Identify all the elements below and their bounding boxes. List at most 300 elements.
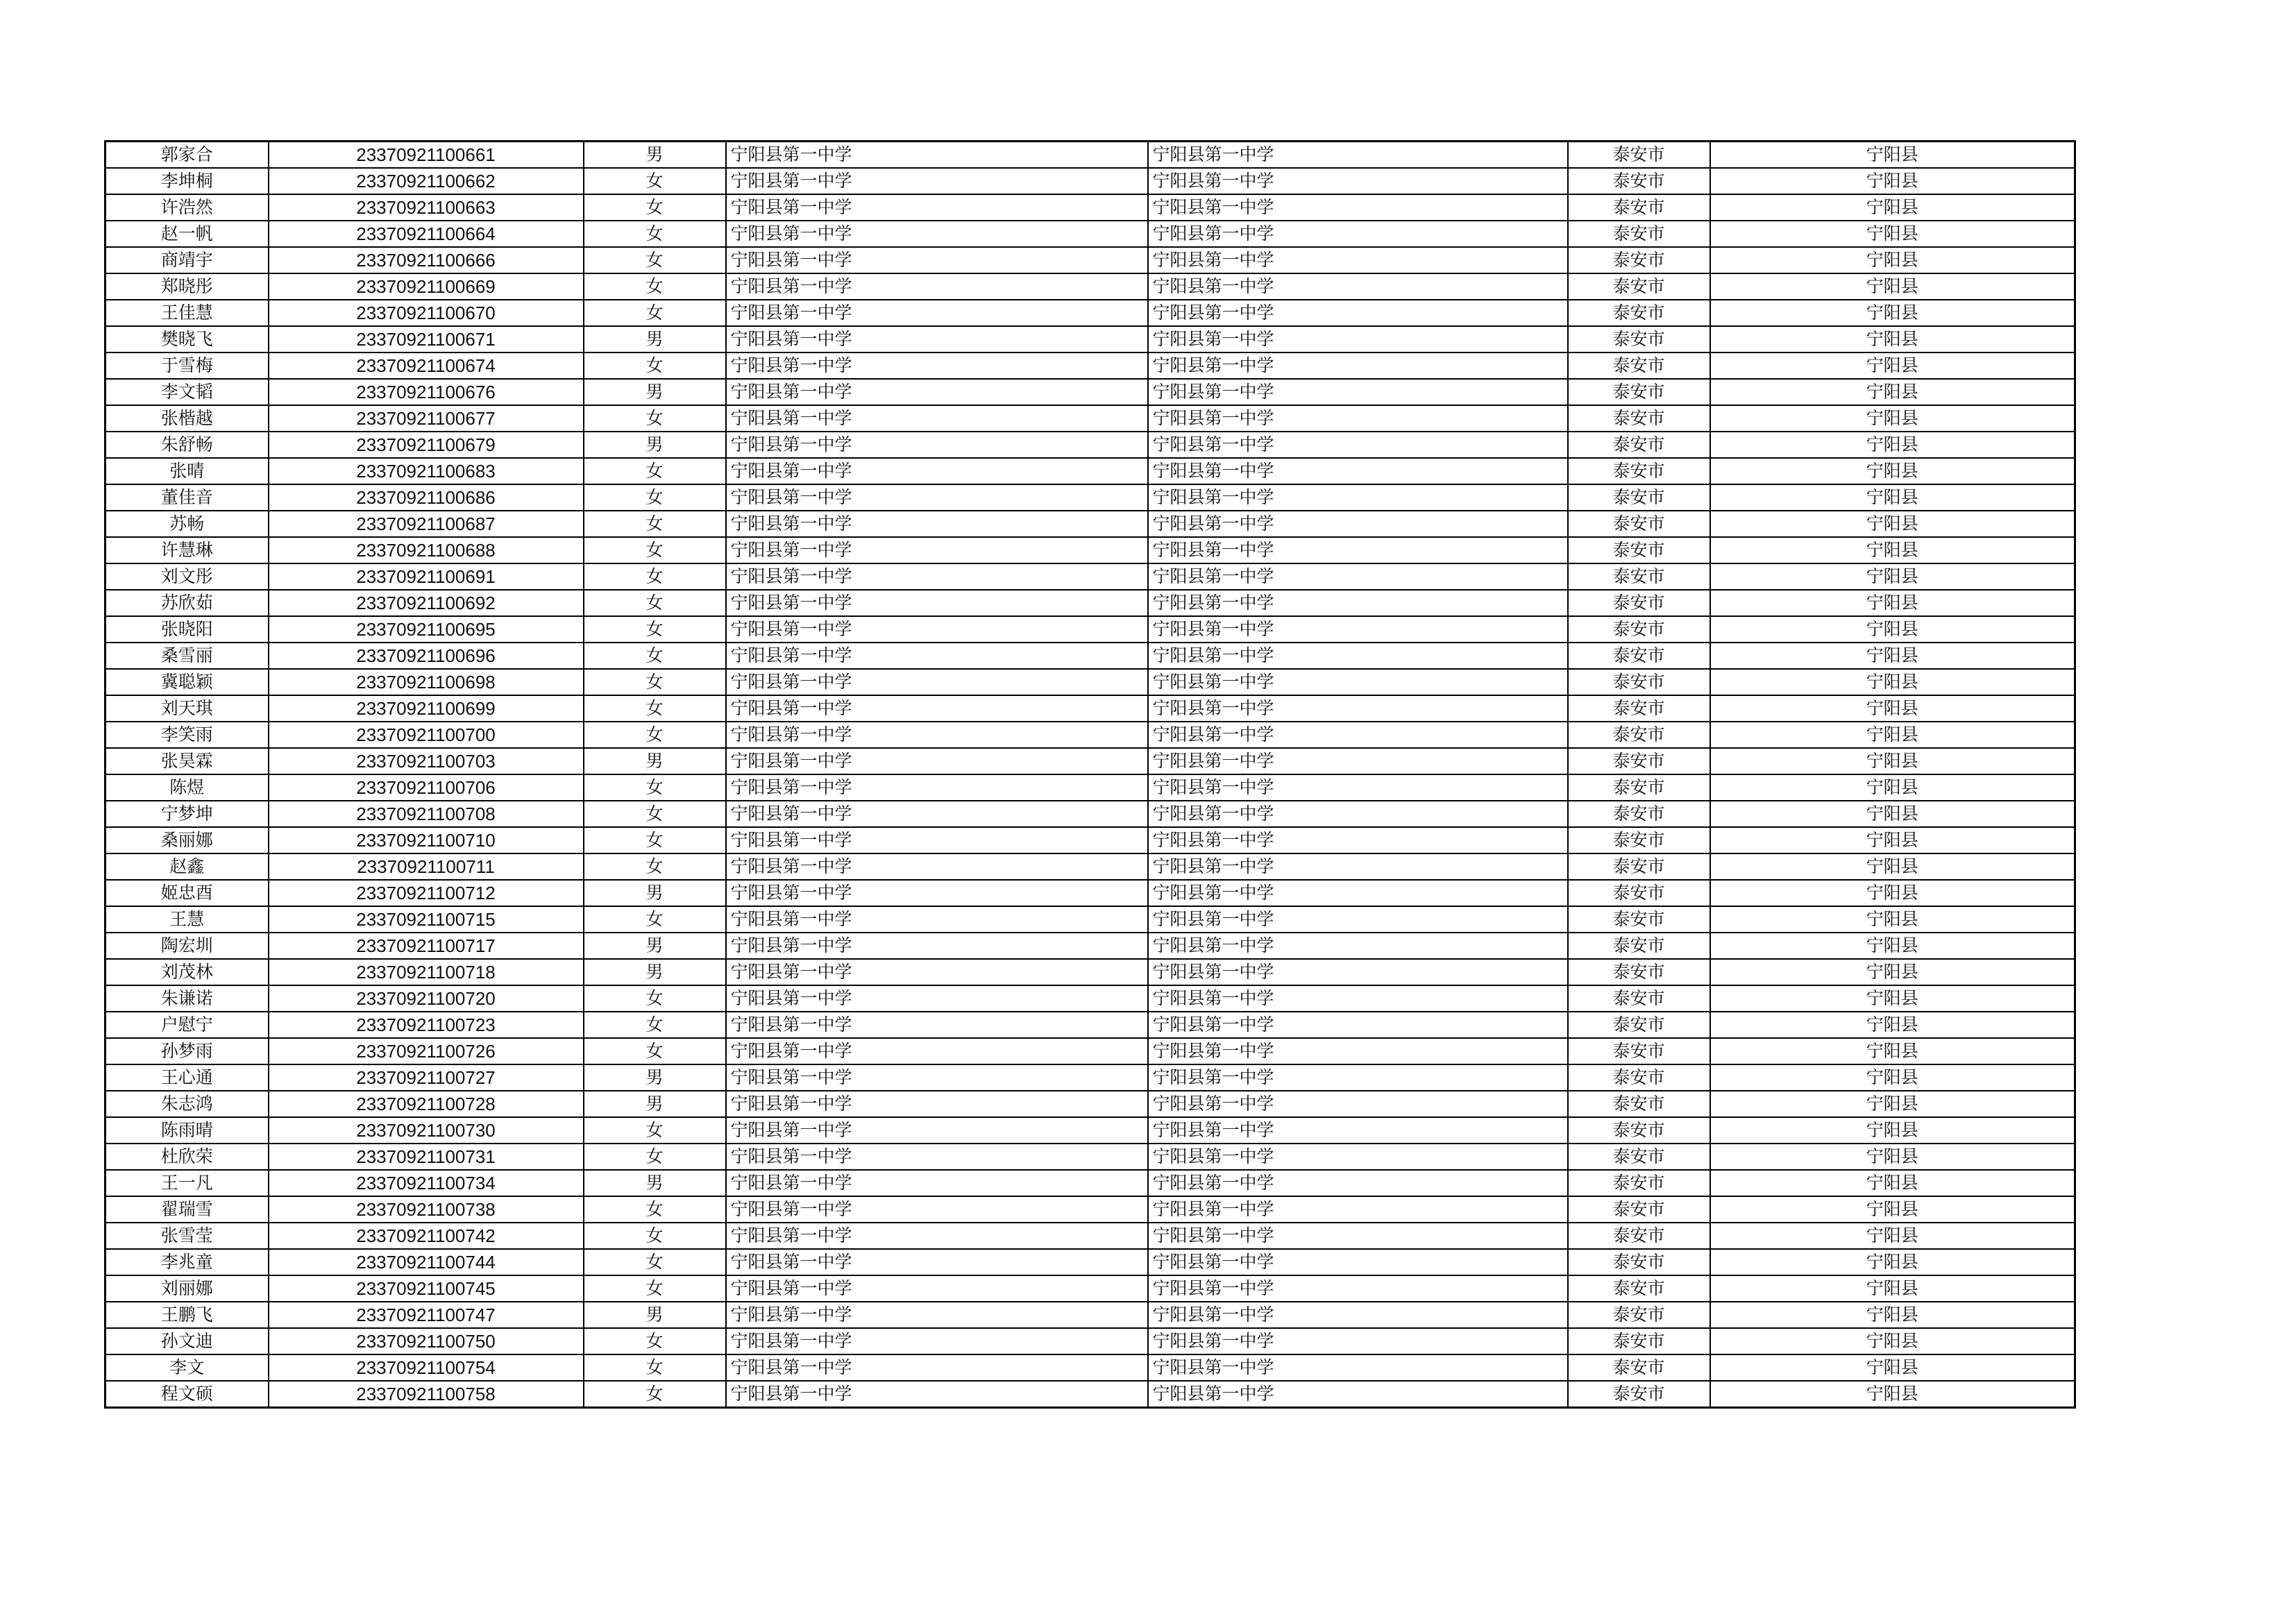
table-row — [105, 959, 2075, 985]
county-cell: 宁阳县 — [1710, 405, 2075, 432]
table-row — [105, 300, 2075, 326]
table-row — [105, 1144, 2075, 1170]
school-cell-2: 宁阳县第一中学 — [1148, 1223, 1568, 1249]
name-cell: 郑晓彤 — [105, 273, 269, 300]
school-cell-2: 宁阳县第一中学 — [1148, 1196, 1568, 1223]
student-id-cell: 23370921100669 — [269, 273, 584, 300]
gender-cell: 女 — [584, 695, 726, 722]
table-row — [105, 1302, 2075, 1328]
gender-cell: 女 — [584, 1038, 726, 1064]
name-cell: 李文韬 — [105, 379, 269, 405]
school-cell: 宁阳县第一中学 — [726, 247, 1148, 273]
school-cell-2: 宁阳县第一中学 — [1148, 1091, 1568, 1117]
student-id-cell: 23370921100738 — [269, 1196, 584, 1223]
student-id-cell: 23370921100734 — [269, 1170, 584, 1196]
student-id-cell: 23370921100699 — [269, 695, 584, 722]
table-row — [105, 537, 2075, 563]
county-cell: 宁阳县 — [1710, 880, 2075, 906]
school-cell-2: 宁阳县第一中学 — [1148, 880, 1568, 906]
county-cell: 宁阳县 — [1710, 1038, 2075, 1064]
city-cell: 泰安市 — [1568, 537, 1710, 563]
name-cell: 桑丽娜 — [105, 827, 269, 853]
city-cell: 泰安市 — [1568, 247, 1710, 273]
student-id-cell: 23370921100698 — [269, 669, 584, 695]
name-cell: 张雪莹 — [105, 1223, 269, 1249]
gender-cell: 女 — [584, 1381, 726, 1408]
school-cell: 宁阳县第一中学 — [726, 722, 1148, 748]
school-cell: 宁阳县第一中学 — [726, 1012, 1148, 1038]
table-row — [105, 352, 2075, 379]
school-cell: 宁阳县第一中学 — [726, 748, 1148, 774]
school-cell: 宁阳县第一中学 — [726, 933, 1148, 959]
gender-cell: 女 — [584, 194, 726, 221]
city-cell: 泰安市 — [1568, 774, 1710, 801]
table-row — [105, 1249, 2075, 1275]
school-cell-2: 宁阳县第一中学 — [1148, 933, 1568, 959]
city-cell: 泰安市 — [1568, 1354, 1710, 1381]
school-cell: 宁阳县第一中学 — [726, 352, 1148, 379]
city-cell: 泰安市 — [1568, 1328, 1710, 1354]
name-cell: 刘茂林 — [105, 959, 269, 985]
city-cell: 泰安市 — [1568, 643, 1710, 669]
gender-cell: 女 — [584, 1328, 726, 1354]
county-cell: 宁阳县 — [1710, 906, 2075, 933]
school-cell: 宁阳县第一中学 — [726, 484, 1148, 511]
name-cell: 李坤桐 — [105, 168, 269, 194]
school-cell: 宁阳县第一中学 — [726, 643, 1148, 669]
city-cell: 泰安市 — [1568, 748, 1710, 774]
county-cell: 宁阳县 — [1710, 722, 2075, 748]
school-cell: 宁阳县第一中学 — [726, 616, 1148, 643]
school-cell-2: 宁阳县第一中学 — [1148, 959, 1568, 985]
table-row — [105, 326, 2075, 352]
school-cell-2: 宁阳县第一中学 — [1148, 142, 1568, 169]
county-cell: 宁阳县 — [1710, 1275, 2075, 1302]
table-row — [105, 695, 2075, 722]
county-cell: 宁阳县 — [1710, 1302, 2075, 1328]
school-cell-2: 宁阳县第一中学 — [1148, 906, 1568, 933]
city-cell: 泰安市 — [1568, 1249, 1710, 1275]
name-cell: 张昊霖 — [105, 748, 269, 774]
name-cell: 冀聪颖 — [105, 669, 269, 695]
school-cell-2: 宁阳县第一中学 — [1148, 1354, 1568, 1381]
name-cell: 赵一帆 — [105, 221, 269, 247]
table-row — [105, 1064, 2075, 1091]
school-cell: 宁阳县第一中学 — [726, 1117, 1148, 1144]
name-cell: 翟瑞雪 — [105, 1196, 269, 1223]
name-cell: 苏畅 — [105, 511, 269, 537]
county-cell: 宁阳县 — [1710, 379, 2075, 405]
gender-cell: 女 — [584, 827, 726, 853]
county-cell: 宁阳县 — [1710, 352, 2075, 379]
school-cell: 宁阳县第一中学 — [726, 1196, 1148, 1223]
school-cell-2: 宁阳县第一中学 — [1148, 537, 1568, 563]
table-row — [105, 827, 2075, 853]
gender-cell: 女 — [584, 722, 726, 748]
school-cell-2: 宁阳县第一中学 — [1148, 1117, 1568, 1144]
name-cell: 董佳音 — [105, 484, 269, 511]
gender-cell: 女 — [584, 669, 726, 695]
county-cell: 宁阳县 — [1710, 959, 2075, 985]
table-row — [105, 458, 2075, 484]
county-cell: 宁阳县 — [1710, 590, 2075, 616]
school-cell: 宁阳县第一中学 — [726, 1354, 1148, 1381]
school-cell-2: 宁阳县第一中学 — [1148, 563, 1568, 590]
gender-cell: 女 — [584, 1275, 726, 1302]
gender-cell: 男 — [584, 1064, 726, 1091]
school-cell-2: 宁阳县第一中学 — [1148, 669, 1568, 695]
school-cell-2: 宁阳县第一中学 — [1148, 1328, 1568, 1354]
student-id-cell: 23370921100666 — [269, 247, 584, 273]
county-cell: 宁阳县 — [1710, 247, 2075, 273]
city-cell: 泰安市 — [1568, 616, 1710, 643]
school-cell-2: 宁阳县第一中学 — [1148, 432, 1568, 458]
city-cell: 泰安市 — [1568, 1381, 1710, 1408]
school-cell: 宁阳县第一中学 — [726, 985, 1148, 1012]
gender-cell: 女 — [584, 1249, 726, 1275]
school-cell-2: 宁阳县第一中学 — [1148, 590, 1568, 616]
gender-cell: 男 — [584, 326, 726, 352]
gender-cell: 女 — [584, 300, 726, 326]
city-cell: 泰安市 — [1568, 563, 1710, 590]
student-id-cell: 23370921100747 — [269, 1302, 584, 1328]
county-cell: 宁阳县 — [1710, 985, 2075, 1012]
county-cell: 宁阳县 — [1710, 563, 2075, 590]
student-id-cell: 23370921100670 — [269, 300, 584, 326]
school-cell-2: 宁阳县第一中学 — [1148, 1038, 1568, 1064]
name-cell: 王慧 — [105, 906, 269, 933]
name-cell: 苏欣茹 — [105, 590, 269, 616]
school-cell: 宁阳县第一中学 — [726, 1170, 1148, 1196]
student-id-cell: 23370921100700 — [269, 722, 584, 748]
county-cell: 宁阳县 — [1710, 695, 2075, 722]
school-cell: 宁阳县第一中学 — [726, 1328, 1148, 1354]
school-cell-2: 宁阳县第一中学 — [1148, 1144, 1568, 1170]
school-cell: 宁阳县第一中学 — [726, 669, 1148, 695]
school-cell: 宁阳县第一中学 — [726, 1038, 1148, 1064]
gender-cell: 女 — [584, 1012, 726, 1038]
school-cell-2: 宁阳县第一中学 — [1148, 458, 1568, 484]
city-cell: 泰安市 — [1568, 1064, 1710, 1091]
city-cell: 泰安市 — [1568, 511, 1710, 537]
school-cell-2: 宁阳县第一中学 — [1148, 801, 1568, 827]
gender-cell: 女 — [584, 853, 726, 880]
gender-cell: 男 — [584, 379, 726, 405]
school-cell: 宁阳县第一中学 — [726, 1249, 1148, 1275]
school-cell-2: 宁阳县第一中学 — [1148, 511, 1568, 537]
city-cell: 泰安市 — [1568, 853, 1710, 880]
school-cell-2: 宁阳县第一中学 — [1148, 1170, 1568, 1196]
city-cell: 泰安市 — [1568, 1038, 1710, 1064]
school-cell: 宁阳县第一中学 — [726, 1144, 1148, 1170]
student-id-cell: 23370921100715 — [269, 906, 584, 933]
county-cell: 宁阳县 — [1710, 1381, 2075, 1408]
city-cell: 泰安市 — [1568, 1170, 1710, 1196]
school-cell: 宁阳县第一中学 — [726, 221, 1148, 247]
school-cell-2: 宁阳县第一中学 — [1148, 1302, 1568, 1328]
school-cell: 宁阳县第一中学 — [726, 959, 1148, 985]
table-row — [105, 1275, 2075, 1302]
school-cell: 宁阳县第一中学 — [726, 326, 1148, 352]
county-cell: 宁阳县 — [1710, 1196, 2075, 1223]
table-row — [105, 1170, 2075, 1196]
school-cell-2: 宁阳县第一中学 — [1148, 273, 1568, 300]
student-id-cell: 23370921100750 — [269, 1328, 584, 1354]
school-cell: 宁阳县第一中学 — [726, 1302, 1148, 1328]
gender-cell: 女 — [584, 1144, 726, 1170]
table-row — [105, 484, 2075, 511]
student-id-cell: 23370921100677 — [269, 405, 584, 432]
table-row — [105, 933, 2075, 959]
student-id-cell: 23370921100679 — [269, 432, 584, 458]
gender-cell: 女 — [584, 616, 726, 643]
county-cell: 宁阳县 — [1710, 432, 2075, 458]
table-row — [105, 853, 2075, 880]
city-cell: 泰安市 — [1568, 1275, 1710, 1302]
gender-cell: 女 — [584, 801, 726, 827]
school-cell-2: 宁阳县第一中学 — [1148, 774, 1568, 801]
county-cell: 宁阳县 — [1710, 326, 2075, 352]
city-cell: 泰安市 — [1568, 379, 1710, 405]
school-cell-2: 宁阳县第一中学 — [1148, 194, 1568, 221]
city-cell: 泰安市 — [1568, 985, 1710, 1012]
gender-cell: 男 — [584, 1302, 726, 1328]
gender-cell: 女 — [584, 247, 726, 273]
school-cell-2: 宁阳县第一中学 — [1148, 643, 1568, 669]
gender-cell: 女 — [584, 985, 726, 1012]
student-id-cell: 23370921100742 — [269, 1223, 584, 1249]
county-cell: 宁阳县 — [1710, 1223, 2075, 1249]
school-cell: 宁阳县第一中学 — [726, 273, 1148, 300]
name-cell: 孙梦雨 — [105, 1038, 269, 1064]
school-cell-2: 宁阳县第一中学 — [1148, 379, 1568, 405]
student-id-cell: 23370921100674 — [269, 352, 584, 379]
table-row — [105, 1223, 2075, 1249]
student-id-cell: 23370921100712 — [269, 880, 584, 906]
table-row — [105, 748, 2075, 774]
school-cell: 宁阳县第一中学 — [726, 432, 1148, 458]
gender-cell: 男 — [584, 933, 726, 959]
gender-cell: 女 — [584, 1223, 726, 1249]
student-id-cell: 23370921100691 — [269, 563, 584, 590]
name-cell: 王鹏飞 — [105, 1302, 269, 1328]
name-cell: 孙文迪 — [105, 1328, 269, 1354]
school-cell-2: 宁阳县第一中学 — [1148, 985, 1568, 1012]
student-id-cell: 23370921100744 — [269, 1249, 584, 1275]
table-row — [105, 221, 2075, 247]
school-cell-2: 宁阳县第一中学 — [1148, 484, 1568, 511]
name-cell: 郭家合 — [105, 142, 269, 169]
name-cell: 王心通 — [105, 1064, 269, 1091]
county-cell: 宁阳县 — [1710, 537, 2075, 563]
name-cell: 陈煜 — [105, 774, 269, 801]
student-id-cell: 23370921100663 — [269, 194, 584, 221]
student-id-cell: 23370921100710 — [269, 827, 584, 853]
school-cell-2: 宁阳县第一中学 — [1148, 722, 1568, 748]
student-id-cell: 23370921100695 — [269, 616, 584, 643]
name-cell: 李兆童 — [105, 1249, 269, 1275]
school-cell-2: 宁阳县第一中学 — [1148, 300, 1568, 326]
school-cell: 宁阳县第一中学 — [726, 906, 1148, 933]
school-cell-2: 宁阳县第一中学 — [1148, 221, 1568, 247]
school-cell-2: 宁阳县第一中学 — [1148, 695, 1568, 722]
student-id-cell: 23370921100686 — [269, 484, 584, 511]
table-row — [105, 432, 2075, 458]
name-cell: 陶宏圳 — [105, 933, 269, 959]
school-cell-2: 宁阳县第一中学 — [1148, 247, 1568, 273]
school-cell: 宁阳县第一中学 — [726, 1091, 1148, 1117]
student-id-cell: 23370921100711 — [269, 853, 584, 880]
city-cell: 泰安市 — [1568, 1196, 1710, 1223]
city-cell: 泰安市 — [1568, 194, 1710, 221]
table-row — [105, 405, 2075, 432]
school-cell-2: 宁阳县第一中学 — [1148, 827, 1568, 853]
student-id-cell: 23370921100731 — [269, 1144, 584, 1170]
name-cell: 程文硕 — [105, 1381, 269, 1408]
table-row — [105, 142, 2075, 169]
county-cell: 宁阳县 — [1710, 458, 2075, 484]
name-cell: 赵鑫 — [105, 853, 269, 880]
table-row — [105, 906, 2075, 933]
city-cell: 泰安市 — [1568, 1302, 1710, 1328]
student-id-cell: 23370921100706 — [269, 774, 584, 801]
student-id-cell: 23370921100703 — [269, 748, 584, 774]
gender-cell: 女 — [584, 1196, 726, 1223]
name-cell: 许慧琳 — [105, 537, 269, 563]
table-row — [105, 563, 2075, 590]
school-cell-2: 宁阳县第一中学 — [1148, 748, 1568, 774]
school-cell: 宁阳县第一中学 — [726, 853, 1148, 880]
student-id-cell: 23370921100683 — [269, 458, 584, 484]
name-cell: 张晴 — [105, 458, 269, 484]
city-cell: 泰安市 — [1568, 669, 1710, 695]
school-cell-2: 宁阳县第一中学 — [1148, 1064, 1568, 1091]
student-id-cell: 23370921100664 — [269, 221, 584, 247]
school-cell: 宁阳县第一中学 — [726, 537, 1148, 563]
school-cell-2: 宁阳县第一中学 — [1148, 853, 1568, 880]
gender-cell: 女 — [584, 273, 726, 300]
school-cell: 宁阳县第一中学 — [726, 774, 1148, 801]
school-cell: 宁阳县第一中学 — [726, 1275, 1148, 1302]
name-cell: 商靖宇 — [105, 247, 269, 273]
name-cell: 张楷越 — [105, 405, 269, 432]
county-cell: 宁阳县 — [1710, 827, 2075, 853]
student-id-cell: 23370921100727 — [269, 1064, 584, 1091]
city-cell: 泰安市 — [1568, 959, 1710, 985]
table-row — [105, 801, 2075, 827]
city-cell: 泰安市 — [1568, 458, 1710, 484]
name-cell: 刘文彤 — [105, 563, 269, 590]
table-row — [105, 985, 2075, 1012]
table-row — [105, 722, 2075, 748]
table-row — [105, 168, 2075, 194]
table-row — [105, 379, 2075, 405]
name-cell: 王佳慧 — [105, 300, 269, 326]
school-cell-2: 宁阳县第一中学 — [1148, 616, 1568, 643]
student-id-cell: 23370921100708 — [269, 801, 584, 827]
gender-cell: 女 — [584, 906, 726, 933]
school-cell: 宁阳县第一中学 — [726, 168, 1148, 194]
county-cell: 宁阳县 — [1710, 221, 2075, 247]
table-row — [105, 194, 2075, 221]
county-cell: 宁阳县 — [1710, 1064, 2075, 1091]
city-cell: 泰安市 — [1568, 1117, 1710, 1144]
name-cell: 张晓阳 — [105, 616, 269, 643]
table-row — [105, 511, 2075, 537]
gender-cell: 女 — [584, 511, 726, 537]
table-row — [105, 247, 2075, 273]
city-cell: 泰安市 — [1568, 801, 1710, 827]
gender-cell: 男 — [584, 880, 726, 906]
student-id-cell: 23370921100728 — [269, 1091, 584, 1117]
gender-cell: 女 — [584, 1117, 726, 1144]
gender-cell: 女 — [584, 643, 726, 669]
county-cell: 宁阳县 — [1710, 1249, 2075, 1275]
city-cell: 泰安市 — [1568, 906, 1710, 933]
table-row — [105, 643, 2075, 669]
student-id-cell: 23370921100718 — [269, 959, 584, 985]
county-cell: 宁阳县 — [1710, 669, 2075, 695]
table-row — [105, 1328, 2075, 1354]
school-cell: 宁阳县第一中学 — [726, 827, 1148, 853]
city-cell: 泰安市 — [1568, 432, 1710, 458]
school-cell: 宁阳县第一中学 — [726, 405, 1148, 432]
county-cell: 宁阳县 — [1710, 1170, 2075, 1196]
gender-cell: 女 — [584, 774, 726, 801]
county-cell: 宁阳县 — [1710, 1012, 2075, 1038]
gender-cell: 女 — [584, 352, 726, 379]
name-cell: 陈雨晴 — [105, 1117, 269, 1144]
county-cell: 宁阳县 — [1710, 511, 2075, 537]
county-cell: 宁阳县 — [1710, 933, 2075, 959]
name-cell: 户慰宁 — [105, 1012, 269, 1038]
city-cell: 泰安市 — [1568, 484, 1710, 511]
school-cell: 宁阳县第一中学 — [726, 1381, 1148, 1408]
school-cell: 宁阳县第一中学 — [726, 458, 1148, 484]
city-cell: 泰安市 — [1568, 142, 1710, 169]
name-cell: 刘丽娜 — [105, 1275, 269, 1302]
table-row — [105, 590, 2075, 616]
city-cell: 泰安市 — [1568, 590, 1710, 616]
county-cell: 宁阳县 — [1710, 273, 2075, 300]
table-row — [105, 1381, 2075, 1408]
school-cell-2: 宁阳县第一中学 — [1148, 405, 1568, 432]
student-id-cell: 23370921100717 — [269, 933, 584, 959]
table-row — [105, 273, 2075, 300]
county-cell: 宁阳县 — [1710, 1117, 2075, 1144]
name-cell: 桑雪丽 — [105, 643, 269, 669]
gender-cell: 男 — [584, 142, 726, 169]
city-cell: 泰安市 — [1568, 695, 1710, 722]
table-row — [105, 1354, 2075, 1381]
city-cell: 泰安市 — [1568, 722, 1710, 748]
name-cell: 刘天琪 — [105, 695, 269, 722]
school-cell: 宁阳县第一中学 — [726, 801, 1148, 827]
county-cell: 宁阳县 — [1710, 1144, 2075, 1170]
name-cell: 王一凡 — [105, 1170, 269, 1196]
student-id-cell: 23370921100671 — [269, 326, 584, 352]
gender-cell: 女 — [584, 405, 726, 432]
county-cell: 宁阳县 — [1710, 1354, 2075, 1381]
county-cell: 宁阳县 — [1710, 616, 2075, 643]
gender-cell: 女 — [584, 590, 726, 616]
table-row — [105, 1012, 2075, 1038]
table-row — [105, 1196, 2075, 1223]
gender-cell: 女 — [584, 563, 726, 590]
table-row — [105, 1038, 2075, 1064]
school-cell: 宁阳县第一中学 — [726, 300, 1148, 326]
table-row — [105, 1117, 2075, 1144]
